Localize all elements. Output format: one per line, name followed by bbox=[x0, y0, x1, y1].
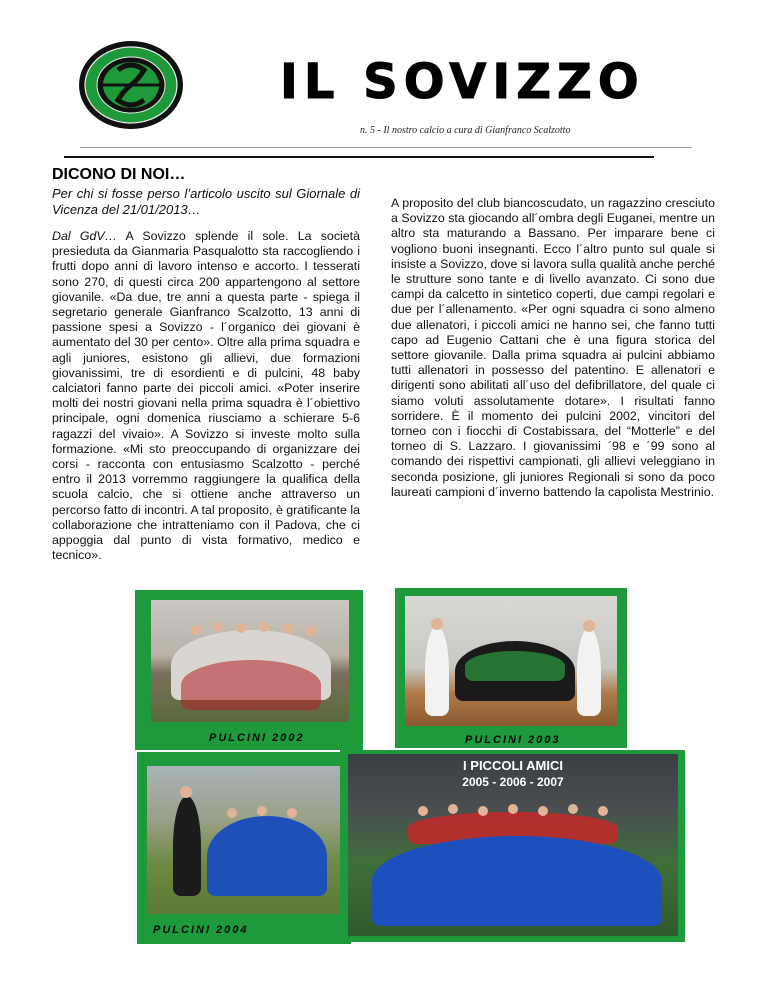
section-title: DICONO DI NOI… bbox=[52, 166, 186, 183]
article-column-left bbox=[52, 229, 360, 575]
team-photo-pulcini-2003 bbox=[405, 596, 617, 726]
article-column-right: A proposito del club biancoscudato, un ragazzino cresciuto a Sovizzo sta giocando all´ombra degli Euganei, mentre un altro sta maturando a Bassano. Per imparare bene ci vogliono buoni insegnanti. Ecco l´altro punto sul quale si insiste a Sovizzo, dove si lavora sulla qualità anche perché le strutture sono tante e di livello avanzato. Ci sono due campi da calcetto in sintetico coperti, due campi regolari e due per l´allenamento. «Per ogni squadra ci sono almeno due allenatori, i piccoli amici ne hanno sei, che fanno tutti capo ad Eugenio Cattani che è una figura storica del settore giovanile. Dalla prima squadra ai pulcini abbiamo tutti allenatori in possesso del patentino. E allenatori e dirigenti sono abilitati all´uso del defibrillatore, del quale ci siamo voluti assolutamente dotare». I risultati fanno sorridere. È il momento dei pulcini 2002, vincitori del torneo con i fiocchi di Costabissara, del “Motterle” e del torneo di S. Lazzaro. I giovanissimi ´98 e ´99 sono al comando dei rispettivi campionati, gli allievi veleggiano in seconda posizione, gli juniores Regionali si sono da poco laureati campioni d´inverno battendo la capolista Mestrinio. bbox=[391, 196, 715, 499]
caption-pulcini-2002: PULCINI 2002 bbox=[209, 732, 305, 744]
article-lead: Dal GdV… bbox=[52, 229, 118, 243]
piccoli-amici-years: 2005 - 2006 - 2007 bbox=[462, 775, 564, 789]
article-left-body: A Sovizzo splende il sole. La società presieduta da Gianmaria Pasqualotto sta raccogliendo i frutti dopo anni di lavoro intenso e accorto. I tesserati sono 270, di questi circa 200 appartengono al settore giovanile. «Da due, tre anni a questa parte - spiega il segretario generale Gianfranco Scalzotto, 13 anni di passione spesi a Sovizzo - l´organico dei giovani è aumentato del 30 per cento». Oltre alla prima squadra e agli juniores, esistono gli allievi, due formazioni giovanissimi, tre di esordienti e di pulcini, 48 baby calciatori fanno parte dei piccoli amici. «Poter inserire molti dei nostri giovani nella prima squadra è l´obiettivo principale, ogni domenica riusciamo a schierare 5-6 ragazzi del vivaio». A Sovizzo si investe molto sulla formazione. «Mi sto preoccupando di organizzare dei corsi - racconta con entusiasmo Scalzotto - perché entro il 2013 vorremmo raggiungere la qualifica della scuola calcio, che si ottiene anche attraverso un percorso fatto di incontri. A tal proposito, è gratificante la collaborazione che intratteniamo con il Padova, che ci appoggia dal punto di vista formativo, medico e tecnico». bbox=[52, 229, 361, 563]
header-rule-thin bbox=[80, 147, 692, 148]
club-crest-logo bbox=[78, 40, 184, 130]
header-rule-thick bbox=[64, 156, 654, 158]
team-photo-pulcini-2002 bbox=[151, 600, 349, 722]
team-photo-piccoli-amici bbox=[348, 754, 678, 936]
photo-frame-piccoli-amici bbox=[340, 750, 685, 942]
article-intro: Per chi si fosse perso l’articolo uscito sul Giornale di Vicenza del 21/01/2013… bbox=[52, 186, 360, 217]
caption-pulcini-2003: PULCINI 2003 bbox=[465, 734, 561, 746]
photo-frame-pulcini-2003 bbox=[395, 588, 627, 748]
photo-frame-pulcini-2002 bbox=[135, 590, 363, 750]
team-photo-pulcini-2004 bbox=[147, 766, 341, 914]
issue-subtitle: n. 5 - Il nostro calcio a cura di Gianfranco Scalzotto bbox=[360, 125, 571, 136]
caption-pulcini-2004: PULCINI 2004 bbox=[153, 924, 249, 936]
masthead-title: IL SOVIZZO bbox=[280, 54, 645, 110]
piccoli-amici-title: I PICCOLI AMICI bbox=[463, 758, 563, 773]
photo-frame-pulcini-2004 bbox=[137, 752, 351, 944]
